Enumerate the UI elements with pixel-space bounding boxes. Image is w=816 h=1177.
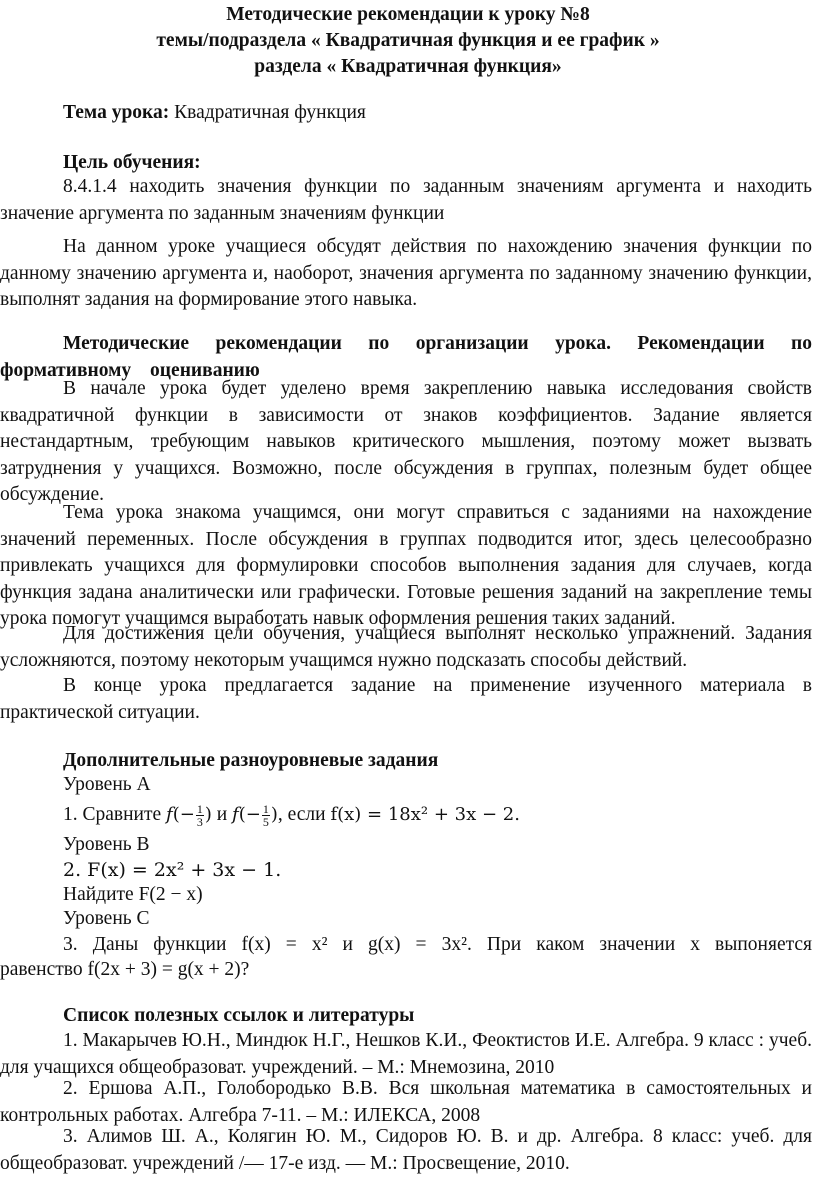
level-a-label: Уровень А xyxy=(63,774,151,795)
task-1-prefix: 1. Сравните xyxy=(63,804,167,825)
level-c-task-line1: 3. Даны функции f(x) = x² и g(x) = 3x². При каком значении x выпоняется xyxy=(63,934,812,955)
recommendations-paragraph-3: Для достижения цели обучения, учащиеся выполнят несколько упражнений. Задания усложняются, поэтому некоторым учащимся нужно подсказать способы действий. xyxy=(0,623,812,671)
goal-label: Цель обучения: xyxy=(63,152,201,173)
level-c-task-line2: равенство f(2x + 3) = g(x + 2)? xyxy=(0,959,250,980)
doc-title-line2: темы/подраздела « Квадратичная функция и ее график » xyxy=(156,30,660,51)
recommendations-paragraph-2: Тема урока знакома учащимся, они могут справиться с заданиями на нахождение значений переменных. После обсуждения в группах подводится итог, здесь целесообразно привлекать учащихся для формулировки способов выполнения задания для случаев, когда функция задана аналитически или графически. Готовые решения заданий на закрепление темы урока помогут учащимся выработать навык оформления решения таких заданий. xyxy=(0,502,812,629)
level-a-task: 1. Сравните f(− $\frac{1}{3}$ ) и f(− $\frac{1}{5}$ ), если f(x) = 18x² + 3x − 2. xyxy=(63,802,520,830)
lesson-topic xyxy=(0,100,816,127)
level-b-label: Уровень В xyxy=(63,834,150,855)
fraction-1-5 xyxy=(262,803,270,828)
doc-title-line1: Методические рекомендации к уроку №8 xyxy=(226,4,590,25)
references-heading: Список полезных ссылок и литературы xyxy=(63,1005,415,1026)
recommendations-paragraph-4: В конце урока предлагается задание на применение изученного материала в практической ситуации. xyxy=(0,675,812,723)
fraction-1-3 xyxy=(196,803,204,828)
goal-text: 8.4.1.4 находить значения функции по заданным значениям аргумента и находить значение аргумента по заданным значениям функции xyxy=(0,176,812,224)
reference-item-1: 1. Макарычев Ю.Н., Миндюк Н.Г., Нешков К.И., Феоктистов И.Е. Алгебра. 9 класс : учеб. для учащихся общеобразоват. учреждений. – М.: Мнемозина, 2010 xyxy=(0,1030,812,1078)
recommendations-paragraph-1: В начале урока будет уделено время закреплению навыка исследования свойств квадратичной функции в зависимости от знаков коэффициентов. Задание является нестандартным, требующим навыков критического мышления, поэтому может вызвать затруднения у учащихся. Возможно, после обсуждения в группах, полезным будет общее обсуждение. xyxy=(0,378,812,505)
math-f: f xyxy=(166,804,173,825)
level-c-label: Уровень С xyxy=(63,908,150,929)
topic-value: Квадратичная функция xyxy=(169,102,366,123)
level-b-task: 2. F(x) = 2x² + 3x − 1. xyxy=(63,859,282,881)
task-1-and: и xyxy=(211,804,233,825)
topic-label: Тема урока: xyxy=(63,102,170,123)
frac-num: 1 xyxy=(196,802,203,817)
doc-title-line3: раздела « Квадратичная функция» xyxy=(254,56,562,77)
frac-den: 5 xyxy=(262,815,269,830)
recommendations-heading: Методические рекомендации по организации урока. Рекомендации по формативному оцениванию xyxy=(0,333,812,381)
reference-item-2: 2. Ершова А.П., Голобородько В.В. Вся школьная математика в самостоятельных и контрольных работах. Алгебра 7-11. – М.: ИЛЕКСА, 2008 xyxy=(0,1078,812,1126)
frac-num: 1 xyxy=(262,802,269,817)
reference-item-3: 3. Алимов Ш. А., Колягин Ю. М., Сидоров Ю. В. и др. Алгебра. 8 класс: учеб. для общеобразоват. учреждений /— 17-е изд. — М.: Просвещение, 2010. xyxy=(0,1126,812,1174)
math-f: f xyxy=(232,804,239,825)
goal-description: На данном уроке учащиеся обсудят действия по нахождению значения функции по данному значению аргумента и, наоборот, значения аргумента по заданному значению функции, выполнят задания на формирование этого навыка. xyxy=(0,236,812,310)
task-1-formula: f(x) = 18x² + 3x − 2. xyxy=(330,804,520,825)
level-b-find: Найдите F(2 − x) xyxy=(63,884,203,905)
frac-den: 3 xyxy=(196,815,203,830)
tasks-heading: Дополнительные разноуровневые задания xyxy=(63,750,439,771)
goal-heading xyxy=(0,150,816,177)
task-1-if: , если xyxy=(277,804,331,825)
